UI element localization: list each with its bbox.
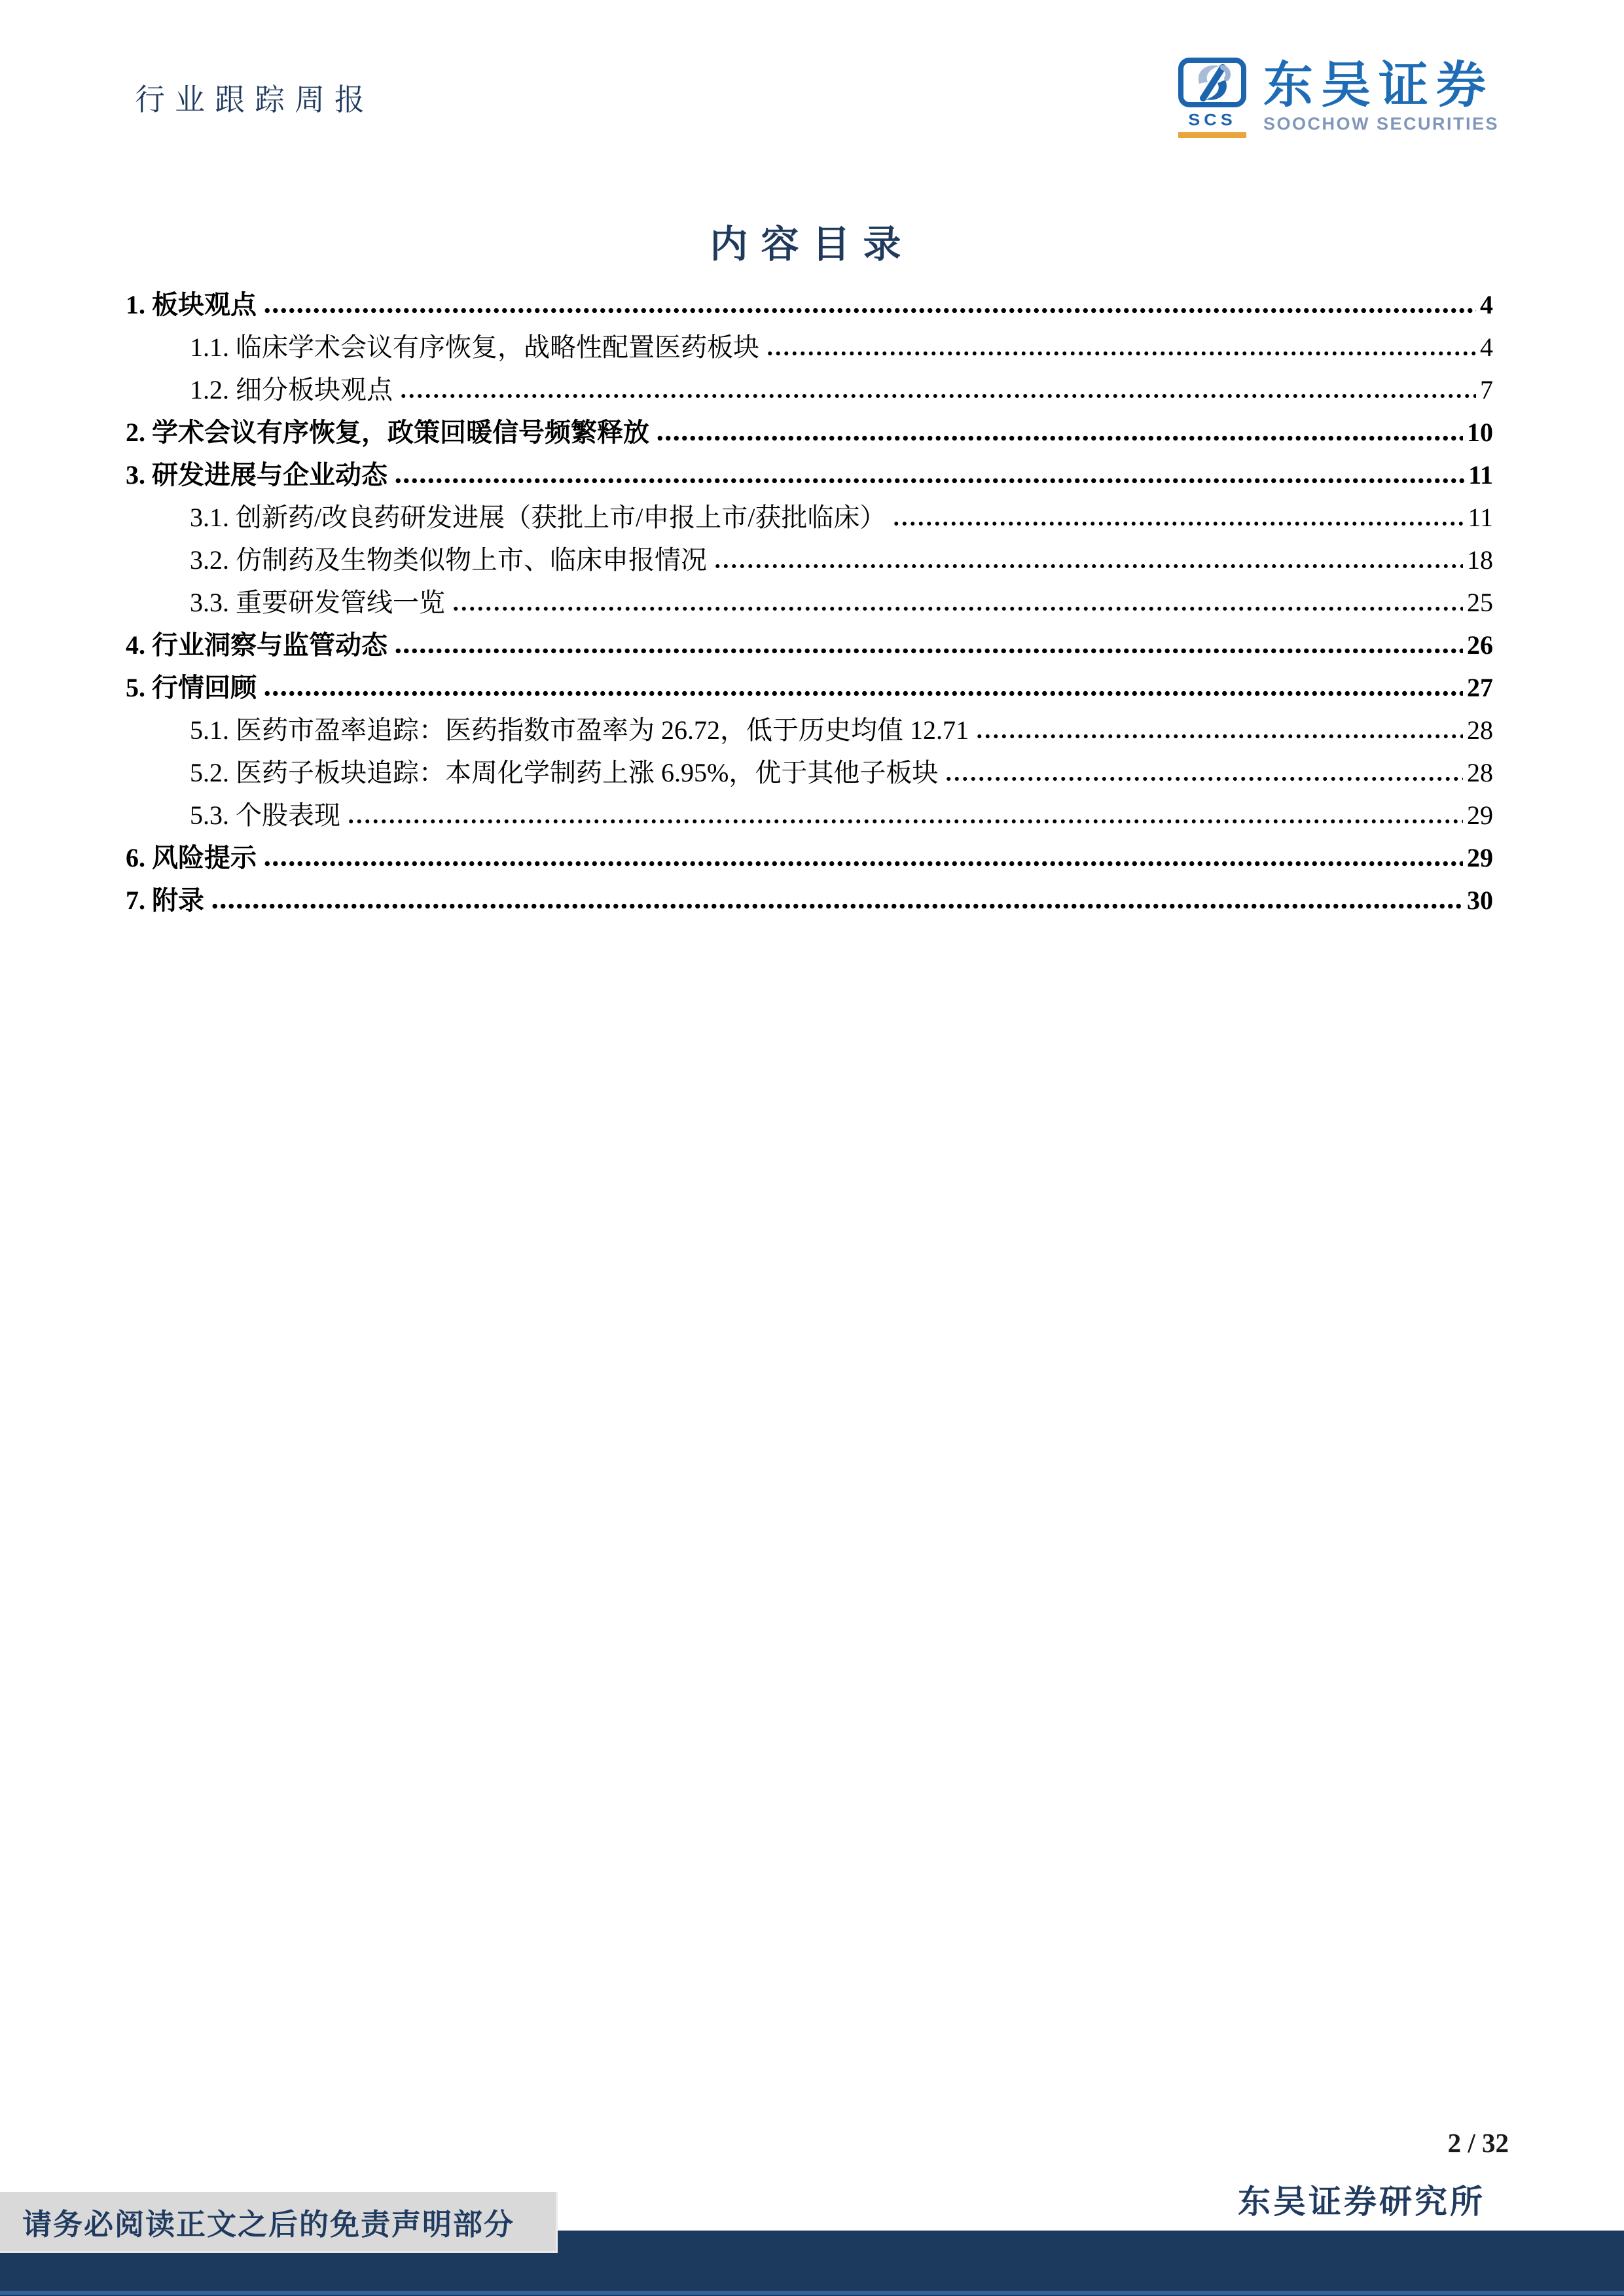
toc-row-7[interactable] [126, 874, 1493, 916]
toc-leader-dots [713, 561, 1463, 570]
toc-row-1-1[interactable] [126, 321, 1493, 363]
toc-entry-label: 5.3. 个股表现 [190, 800, 340, 830]
toc-row-5-3[interactable] [126, 789, 1493, 831]
toc-leader-dots [263, 306, 1476, 315]
toc-entry-label: 2. 学术会议有序恢复，政策回暖信号频繁释放 [126, 418, 649, 447]
toc-page-number: 28 [1467, 715, 1493, 745]
toc-page-number: 18 [1467, 545, 1493, 575]
toc-leader-dots [975, 731, 1463, 740]
toc-entry-label: 3.3. 重要研发管线一览 [190, 588, 445, 617]
toc-entry-label: 3. 研发进展与企业动态 [126, 460, 388, 490]
toc-entry-label: 7. 附录 [126, 886, 204, 915]
brand-name-cn: 东吴证券 [1263, 58, 1494, 113]
logo-mark [1178, 58, 1246, 138]
toc-entry-label: 1.2. 细分板块观点 [190, 375, 393, 404]
toc-entry-label: 6. 风险提示 [126, 843, 257, 872]
disclaimer-text: 请务必阅读正文之后的免责声明部分 [22, 2208, 515, 2241]
toc-leader-dots [263, 689, 1463, 698]
toc-leader-dots [892, 518, 1464, 528]
toc-entry-label: 5.2. 医药子板块追踪：本周化学制药上涨 6.95%，优于其他子板块 [190, 758, 939, 787]
toc-entry-label: 3.1. 创新药/改良药研发进展（获批上市/申报上市/获批临床） [190, 503, 886, 532]
toc-page-number: 10 [1467, 418, 1493, 447]
toc-page-number: 7 [1480, 375, 1493, 404]
footer-accent-strip [0, 2291, 1624, 2295]
logo-text-block [1263, 58, 1499, 134]
toc-row-1[interactable] [126, 278, 1493, 321]
toc-page-number: 26 [1467, 630, 1493, 660]
logo-gold-bar [1178, 132, 1246, 138]
toc-leader-dots [399, 391, 1476, 400]
toc-page-number: 29 [1467, 800, 1493, 830]
toc-leader-dots [263, 859, 1463, 868]
soochow-securities-logo [1178, 58, 1499, 138]
toc-leader-dots [656, 433, 1463, 442]
toc-row-3[interactable] [126, 448, 1493, 491]
toc-row-3-1[interactable] [126, 491, 1493, 533]
toc-row-1-2[interactable] [126, 363, 1493, 406]
toc-page-number: 11 [1468, 503, 1493, 532]
toc-row-3-2[interactable] [126, 533, 1493, 576]
disclaimer-box [0, 2192, 558, 2253]
toc-entry-label: 1.1. 临床学术会议有序恢复，战略性配置医药板块 [190, 332, 759, 362]
toc-leader-dots [211, 901, 1463, 910]
toc-page-number: 4 [1480, 290, 1493, 319]
toc-row-5[interactable] [126, 661, 1493, 704]
toc-entry-label: 5. 行情回顾 [126, 673, 257, 702]
page-indicator: 2 / 32 [1447, 2128, 1509, 2158]
toc-leader-dots [452, 603, 1463, 613]
toc-page-number: 4 [1480, 332, 1493, 362]
toc-leader-dots [394, 646, 1463, 655]
toc-page-number: 11 [1468, 460, 1493, 490]
report-type-label: 行业跟踪周报 [135, 83, 374, 117]
toc-list [126, 278, 1493, 916]
toc-entry-label: 5.1. 医药市盈率追踪：医药指数市盈率为 26.72，低于历史均值 12.71 [190, 715, 969, 745]
toc-leader-dots [945, 774, 1463, 783]
toc-row-6[interactable] [126, 831, 1493, 874]
toc-row-5-1[interactable] [126, 704, 1493, 746]
toc-leader-dots [347, 816, 1463, 825]
toc-row-4[interactable] [126, 619, 1493, 661]
toc-page-number: 29 [1467, 843, 1493, 872]
toc-title: 内容目录 [710, 223, 914, 266]
toc-leader-dots [394, 476, 1464, 485]
scs-swirl-icon [1178, 58, 1246, 109]
toc-page-number: 27 [1467, 673, 1493, 702]
toc-row-5-2[interactable] [126, 746, 1493, 789]
institute-name: 东吴证券研究所 [1238, 2183, 1485, 2220]
toc-page-number: 30 [1467, 886, 1493, 915]
toc-entry-label: 1. 板块观点 [126, 290, 257, 319]
toc-row-3-3[interactable] [126, 576, 1493, 619]
scs-logo-text: SCS [1188, 111, 1236, 129]
toc-entry-label: 4. 行业洞察与监管动态 [126, 630, 388, 660]
toc-entry-label: 3.2. 仿制药及生物类似物上市、临床申报情况 [190, 545, 707, 575]
toc-leader-dots [766, 348, 1476, 357]
toc-row-2[interactable] [126, 406, 1493, 448]
toc-page-number: 25 [1467, 588, 1493, 617]
brand-name-en: SOOCHOW SECURITIES [1263, 114, 1500, 134]
toc-page-number: 28 [1467, 758, 1493, 787]
